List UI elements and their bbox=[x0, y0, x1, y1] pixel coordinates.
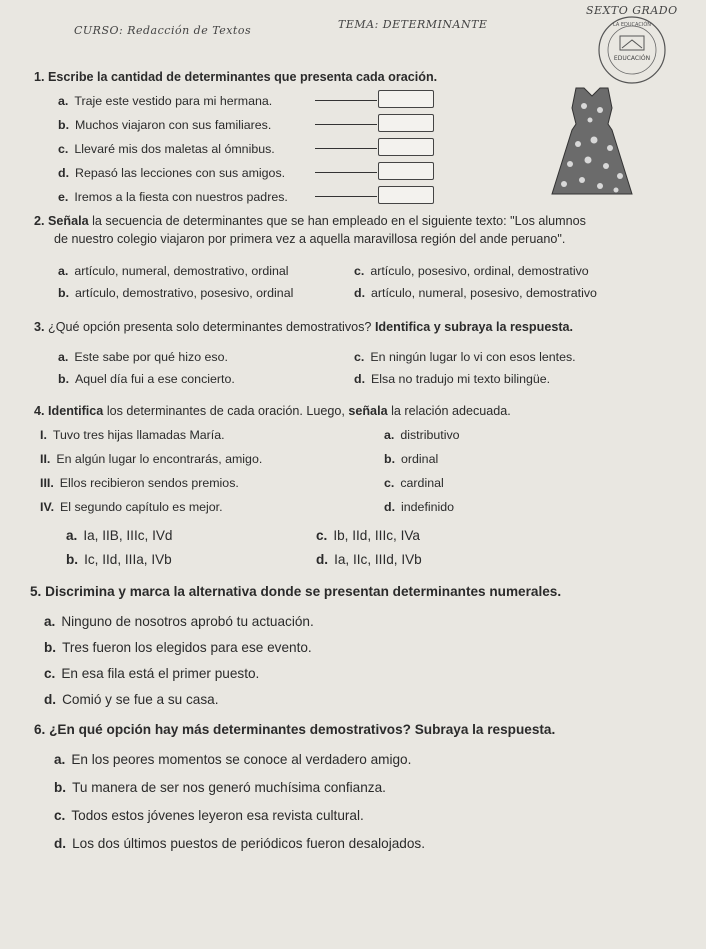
q5-prompt bbox=[30, 584, 561, 599]
q5-option-c[interactable]: c. En esa fila está el primer puesto. bbox=[44, 666, 260, 681]
q1-answer-line-e[interactable] bbox=[315, 196, 377, 197]
q2-option-a[interactable]: a. artículo, numeral, demostrativo, ordinal bbox=[58, 264, 289, 278]
q1-prompt bbox=[34, 70, 437, 84]
q1-item-a: a. Traje este vestido para mi hermana. bbox=[58, 94, 273, 108]
q3-prompt bbox=[34, 320, 573, 334]
q4-sentence-3: III. Ellos recibieron sendos premios. bbox=[40, 476, 239, 490]
q6-number: 6. bbox=[34, 722, 46, 737]
q4-type-b: b. ordinal bbox=[384, 452, 439, 466]
q2-number: 2. bbox=[34, 214, 45, 228]
q1-number: 1. bbox=[34, 70, 45, 84]
course-header: CURSO: Redacción de Textos bbox=[74, 24, 252, 37]
grade-header: SEXTO GRADO bbox=[586, 4, 678, 17]
dress-illustration bbox=[532, 86, 652, 198]
q4-prompt-end: la relación adecuada. bbox=[391, 404, 511, 418]
q1-item-b: b. Muchos viajaron con sus familiares. bbox=[58, 118, 272, 132]
q1-item-c: c. Llevaré mis dos maletas al ómnibus. bbox=[58, 142, 275, 156]
q1-answer-line-c[interactable] bbox=[315, 148, 377, 149]
q1-answer-line-b[interactable] bbox=[315, 124, 377, 125]
q2-option-c[interactable]: c. artículo, posesivo, ordinal, demostrativo bbox=[354, 264, 589, 278]
q4-option-a[interactable]: a. Ia, IIB, IIIc, IVd bbox=[66, 528, 173, 543]
q4-prompt bbox=[34, 404, 511, 418]
q2-prompt-text: la secuencia de determinantes que se han empleado en el siguiente texto: "Los alumnos bbox=[92, 214, 586, 228]
q3-option-a[interactable]: a. Este sabe por qué hizo eso. bbox=[58, 350, 228, 364]
q4-option-d[interactable]: d. Ia, IIc, IIId, IVb bbox=[316, 552, 422, 567]
seal-text: EDUCACIÓN bbox=[613, 55, 651, 62]
school-seal bbox=[582, 10, 682, 94]
q4-sentence-2: II. En algún lugar lo encontrarás, amigo. bbox=[40, 452, 263, 466]
q5-option-d[interactable]: d. Comió y se fue a su casa. bbox=[44, 692, 219, 707]
q3-option-c[interactable]: c. En ningún lugar lo vi con esos lentes. bbox=[354, 350, 576, 364]
q3-prompt-text: ¿Qué opción presenta solo determinantes demostrativos? bbox=[48, 320, 372, 334]
q1-prompt-text: Escribe la cantidad de determinantes que presenta cada oración. bbox=[48, 70, 438, 84]
q5-number: 5. bbox=[30, 584, 42, 599]
q3-option-d[interactable]: d. Elsa no tradujo mi texto bilingüe. bbox=[354, 372, 551, 386]
q2-prompt-bold: Señala bbox=[48, 214, 89, 228]
q1-answer-line-d[interactable] bbox=[315, 172, 377, 173]
q1-item-e: e. Iremos a la fiesta con nuestros padres. bbox=[58, 190, 288, 204]
q4-prompt-bold1: Identifica bbox=[48, 404, 104, 418]
q4-sentence-1: I. Tuvo tres hijas llamadas María. bbox=[40, 428, 225, 442]
q5-option-b[interactable]: b. Tres fueron los elegidos para ese evento. bbox=[44, 640, 312, 655]
q6-prompt-text: ¿En qué opción hay más determinantes demostrativos? Subraya la respuesta. bbox=[49, 722, 556, 737]
q2-option-b[interactable]: b. artículo, demostrativo, posesivo, ordinal bbox=[58, 286, 294, 300]
q5-option-a[interactable]: a. Ninguno de nosotros aprobó tu actuación. bbox=[44, 614, 314, 629]
q2-prompt bbox=[34, 214, 586, 228]
topic-header: TEMA: DETERMINANTE bbox=[338, 18, 488, 31]
q1-answer-box-a[interactable] bbox=[378, 90, 434, 108]
q6-prompt bbox=[34, 722, 555, 737]
q6-option-a[interactable]: a. En los peores momentos se conoce al verdadero amigo. bbox=[54, 752, 412, 767]
q3-number: 3. bbox=[34, 320, 45, 334]
q6-option-b[interactable]: b. Tu manera de ser nos generó muchísima confianza. bbox=[54, 780, 386, 795]
q1-answer-box-e[interactable] bbox=[378, 186, 434, 204]
q4-sentence-4: IV. El segundo capítulo es mejor. bbox=[40, 500, 223, 514]
q4-type-d: d. indefinido bbox=[384, 500, 455, 514]
q5-prompt-text: Discrimina y marca la alternativa donde se presentan determinantes numerales. bbox=[45, 584, 562, 599]
q1-answer-box-b[interactable] bbox=[378, 114, 434, 132]
q1-answer-line-a[interactable] bbox=[315, 100, 377, 101]
q3-option-b[interactable]: b. Aquel día fui a ese concierto. bbox=[58, 372, 235, 386]
q4-type-a: a. distributivo bbox=[384, 428, 460, 442]
q4-option-c[interactable]: c. Ib, IId, IIIc, IVa bbox=[316, 528, 420, 543]
q1-answer-box-c[interactable] bbox=[378, 138, 434, 156]
seal-ring-text: LA EDUCACIÓN bbox=[612, 22, 652, 28]
q4-number: 4. bbox=[34, 404, 45, 418]
q1-answer-box-d[interactable] bbox=[378, 162, 434, 180]
q6-option-c[interactable]: c. Todos estos jóvenes leyeron esa revista cultural. bbox=[54, 808, 364, 823]
q4-option-b[interactable]: b. Ic, IId, IIIa, IVb bbox=[66, 552, 172, 567]
q2-option-d[interactable]: d. artículo, numeral, posesivo, demostrativo bbox=[354, 286, 597, 300]
q2-prompt-line2: de nuestro colegio viajaron por primera vez a aquella maravillosa región del ande peruano". bbox=[54, 232, 566, 246]
q1-item-d: d. Repasó las lecciones con sus amigos. bbox=[58, 166, 286, 180]
q3-prompt-bold: Identifica y subraya la respuesta. bbox=[374, 320, 574, 334]
q4-type-c: c. cardinal bbox=[384, 476, 444, 490]
q4-prompt-bold2: señala bbox=[348, 404, 388, 418]
q6-option-d[interactable]: d. Los dos últimos puestos de periódicos fueron desalojados. bbox=[54, 836, 425, 851]
q4-prompt-mid: los determinantes de cada oración. Luego, bbox=[106, 404, 345, 418]
